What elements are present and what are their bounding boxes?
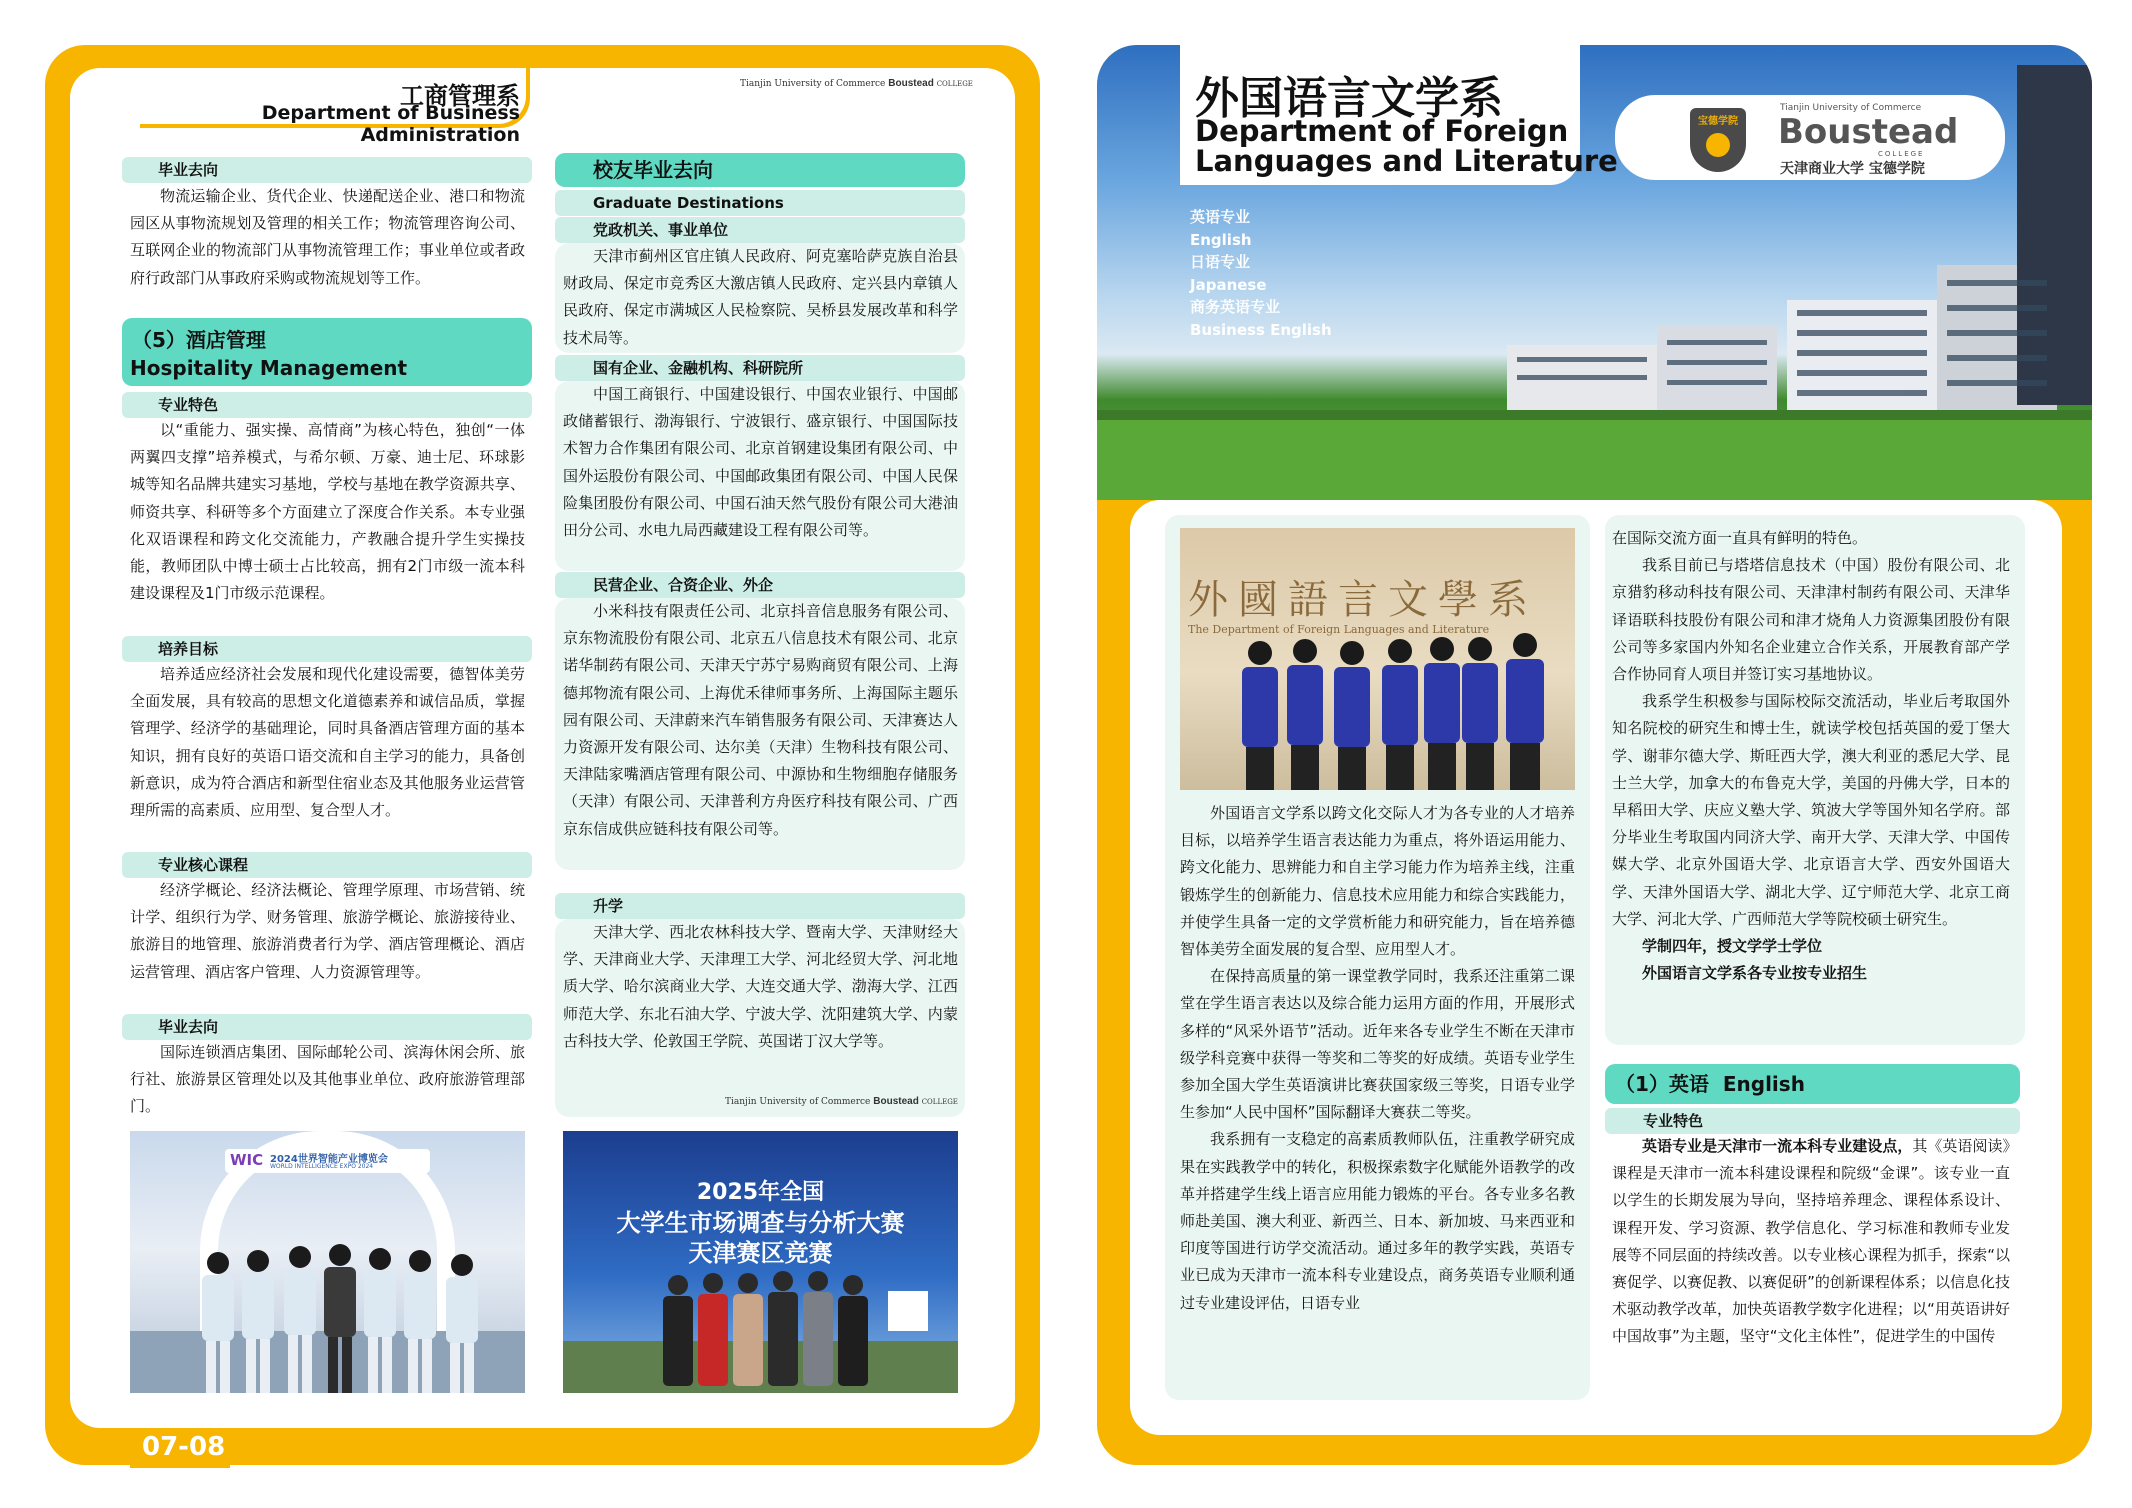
english-features-text: 英语专业是天津市一流本科专业建设点，其《英语阅读》课程是天津市一流本科建设课程和院级“金课”。该专业一直以学生的长期发展为导向，坚持培养理念、课程体系设计、课程开发、学习资源、教学信息化、学习标准和教师专业发展等不同层面的持续改善。以专业核心课程为抓手，探索“以赛促学、以赛促教、以赛促研”的创新课程体系；以信息化技术驱动教学改革，加快英语教学数字化进程；以“用英语讲好中国故事”为主题，坚守“文化主体性”，促进学生的中国传 [1612, 1137, 2010, 1346]
left-dept-title-en: Department of Business Administration [261, 102, 520, 146]
label-training-goal: 培养目标 [122, 636, 532, 662]
major-japanese-en: Japanese [1190, 275, 1267, 294]
right-col1-text [1180, 800, 1575, 1317]
training-goal-text: 培养适应经济社会发展和现代化建设需要，德智体美劳全面发展，具有较高的思想文化道德素养和诚信品质，掌握管理学、经济学的基础理论，同时具备酒店管理方面的基本知识，拥有良好的英语口语交流和自主学习的能力，具备创新意识，成为符合酒店和新型住宿业态及其他服务业运营管理所需的高素质、应用型、复合型人才。 [130, 665, 525, 820]
competition-line2: 大学生市场调查与分析大赛 [616, 1209, 905, 1237]
photo-department-sign [1180, 528, 1575, 790]
logo-cn: 天津商业大学 宝德学院 [1780, 161, 1925, 177]
intro-paragraph: 外国语言文学系以跨文化交际人才为各专业的人才培养目标，以培养学生语言表达能力为重点，将外语运用能力、跨文化能力、思辨能力和自主学习能力作为培养主线，注重锻炼学生的创新能力、信息技术应用能力和综合实践能力，并使学生具备一定的文学赏析能力和研究能力，旨在培养德智体美劳全面发展的复合型、应用型人才。 [1180, 804, 1575, 959]
photo-competition [563, 1131, 958, 1393]
label-state-owned: 国有企业、金融机构、科研院所 [555, 355, 965, 381]
label-government: 党政机关、事业单位 [555, 217, 965, 243]
label-employment-hotel: 毕业去向 [122, 1014, 532, 1040]
logo-boustead: Boustead [1778, 112, 1959, 152]
graduate-destinations-en: Graduate Destinations [555, 190, 965, 216]
major-english-header: （1）英语 English [1605, 1064, 2020, 1104]
private-text: 小米科技有限责任公司、北京抖音信息服务有限公司、京东物流股份有限公司、北京五八信息技术有限公司、北京诺华制药有限公司、天津天宁苏宁易购商贸有限公司、上海德邦物流有限公司、上海优禾律师事务所、上海国际主题乐园有限公司、天津蔚来汽车销售服务有限公司、天津赛达人力资源开发有限公司、达尔美（天津）生物科技有限公司、天津陆家嘴酒店管理有限公司、中源协和生物细胞存储服务（天津）有限公司、天津普利方舟医疗科技有限公司、广西京东信成供应链科技有限公司等。 [563, 602, 958, 838]
competition-group-figures [563, 1251, 958, 1393]
state-owned-text: 中国工商银行、中国建设银行、中国农业银行、中国邮政储蓄银行、渤海银行、宁波银行、盛京银行、中国国际技术智力合作集团有限公司、北京首钢建设集团有限公司、中国外运股份有限公司、中国邮政集团有限公司、中国人民保险集团股份有限公司、中国石油天然气股份有限公司大港油田分公司、水电九局西藏建设工程有限公司等。 [563, 385, 958, 540]
sign-english: The Department of Foreign Languages and Literature [1188, 623, 1490, 636]
major-english-en: English [1190, 230, 1252, 249]
major-business-cn: 商务英语专业 [1190, 298, 1281, 316]
partners-paragraph: 我系目前已与塔塔信息技术（中国）股份有限公司、北京猎豹移动科技有限公司、天津津村制药有限公司、天津华译语联科技股份有限公司和津才烧角人力资源集团股份有限公司等多家国内外知名企业建立合作关系，开展教育部产学合作协同育人项目并签订实习基地协议。 [1612, 556, 2010, 684]
right-dept-title-cn: 外国语言文学系 [1195, 73, 1503, 124]
core-courses-text: 经济学概论、经济法概论、管理学原理、市场营销、统计学、组织行为学、财务管理、旅游学概论、旅游接待业、旅游目的地管理、旅游消费者行为学、酒店管理概论、酒店运营管理、酒店客户管理、人力资源管理等。 [130, 881, 525, 981]
label-employment-logistics: 毕业去向 [122, 157, 532, 183]
majors-list [1190, 206, 1332, 341]
sign-characters: 外國語言文學系 [1188, 577, 1538, 623]
major-business-en: Business English [1190, 320, 1332, 339]
degree-line: 学制四年，授文学学士学位 [1642, 937, 1823, 956]
faculty-paragraph: 我系拥有一支稳定的高素质教师队伍，注重教学研究成果在实践教学中的转化，积极探索数字化赋能外语教学的改革并搭建学生线上语言应用能力锻炼的平台。各专业多名教师赴美国、澳大利亚、新西兰、日本、新加坡、马来西亚和印度等国进行访学交流活动。通过多年的教学实践，英语专业已成为天津市一流本科专业建设点，商务英语专业顺利通过专业建设评估，日语专业 [1180, 1130, 1575, 1312]
right-dept-title-en: Department of Foreign Languages and Literature [1195, 114, 1618, 178]
students-in-blue-shirts [1180, 623, 1575, 790]
intl-exchange-line: 在国际交流方面一直具有鲜明的特色。 [1612, 529, 1868, 547]
photo-expo-students [130, 1131, 525, 1393]
col2-brand-line: Tianjin University of Commerce Boustead COLLEGE [725, 1096, 958, 1107]
label-core-courses: 专业核心课程 [122, 852, 532, 878]
competition-line3: 天津赛区竞赛 [688, 1239, 833, 1267]
left-dept-title-cn: 工商管理系 [400, 82, 520, 110]
major-hospitality-header: （5）酒店管理 Hospitality Management [122, 318, 532, 386]
label-features: 专业特色 [122, 392, 532, 418]
employment-hotel-text: 国际连锁酒店集团、国际邮轮公司、滨海休闲会所、旅行社、旅游景区管理处以及其他事业单位、政府旅游管理部门。 [130, 1043, 525, 1116]
expo-banner: 2024世界智能产业博览会 [270, 1154, 388, 1165]
major-japanese-cn: 日语专业 [1190, 253, 1251, 271]
label-private: 民营企业、合资企业、外企 [555, 572, 965, 598]
shield-icon: 宝德学院 [1690, 108, 1746, 172]
students-group-figures [130, 1221, 525, 1393]
page-number: 07-08 [142, 1432, 226, 1462]
logo-small-text: Tianjin University of Commerce [1780, 103, 1922, 113]
expo-banner-sub: WORLD INTELLIGENCE EXPO 2024 [270, 1163, 374, 1170]
right-col2-text [1612, 525, 2010, 987]
government-text: 天津市蓟州区官庄镇人民政府、阿克塞哈萨克族自治县财政局、保定市竞秀区大激店镇人民政府、定兴县内章镇人民政府、保定市满城区人民检察院、吴桥县发展改革和科学技术局等。 [563, 247, 958, 347]
second-classroom-paragraph: 在保持高质量的第一课堂教学同时，我系还注重第二课堂在学生语言表达以及综合能力运用方面的作用，开展形式多样的“风采外语节”活动。近年来各专业学生不断在天津市级学科竞赛中获得一等奖和二等奖的好成绩。英语专业学生参加全国大学生英语演讲比赛获国家级三等奖，日语专业学生参加“人民中国杯”国际翻译大赛获二等奖。 [1180, 967, 1575, 1122]
label-english-features: 专业特色 [1605, 1108, 2020, 1134]
employment-logistics-text: 物流运输企业、货代企业、快递配送企业、港口和物流园区从事物流规划及管理的相关工作；物流管理咨询公司、互联网企业的物流部门从事物流管理工作；事业单位或者政府行政部门从事政府采购或物流规划等工作。 [130, 187, 525, 287]
logo-college: COLLEGE [1878, 150, 1925, 158]
major-english-cn: 英语专业 [1190, 208, 1251, 226]
graduate-destinations-header: 校友毕业去向 [555, 153, 965, 187]
graduates-paragraph: 我系学生积极参与国际校际交流活动，毕业后考取国外知名院校的研究生和博士生，就读学校包括英国的爱丁堡大学、谢菲尔德大学、斯旺西大学，澳大利亚的悉尼大学、昆士兰大学，加拿大的布鲁克大学，美国的丹佛大学，日本的早稻田大学、庆应义塾大学、筑波大学等国外知名学府。部分毕业生考取国内同济大学、南开大学、天津大学、中国传媒大学、北京外国语大学、北京语言大学、西安外国语大学、天津外国语大学、湖北大学、辽宁师范大学、北京工商大学、河北大学、广西师范大学等院校硕士研究生。 [1612, 692, 2010, 928]
left-brand-line: Tianjin University of Commerce Boustead COLLEGE [740, 78, 973, 89]
features-text: 以“重能力、强实操、高情商”为核心特色，独创“一体两翼四支撑”培养模式，与希尔顿、万豪、迪士尼、环球影城等知名品牌共建实习基地，学校与基地在教学资源共享、师资共享、科研等多个方面建立了深度合作关系。本专业强化双语课程和跨文化交流能力，产教融合提升学生实操技能，教师团队中博士硕士占比较高，拥有2门市级一流本科建设课程及1门市级示范课程。 [130, 421, 525, 603]
further-study-text: 天津大学、西北农林科技大学、暨南大学、天津财经大学、天津商业大学、天津理工大学、河北经贸大学、河北地质大学、哈尔滨商业大学、大连交通大学、渤海大学、江西师范大学、东北石油大学、宁波大学、沈阳建筑大学、内蒙古科技大学、伦敦国王学院、英国诺丁汉大学等。 [563, 923, 958, 1050]
competition-line1: 2025年全国 [696, 1180, 825, 1205]
expo-logo: WIC [230, 1151, 264, 1169]
label-further-study: 升学 [555, 893, 965, 919]
admission-line: 外国语言文学系各专业按专业招生 [1642, 964, 1868, 983]
